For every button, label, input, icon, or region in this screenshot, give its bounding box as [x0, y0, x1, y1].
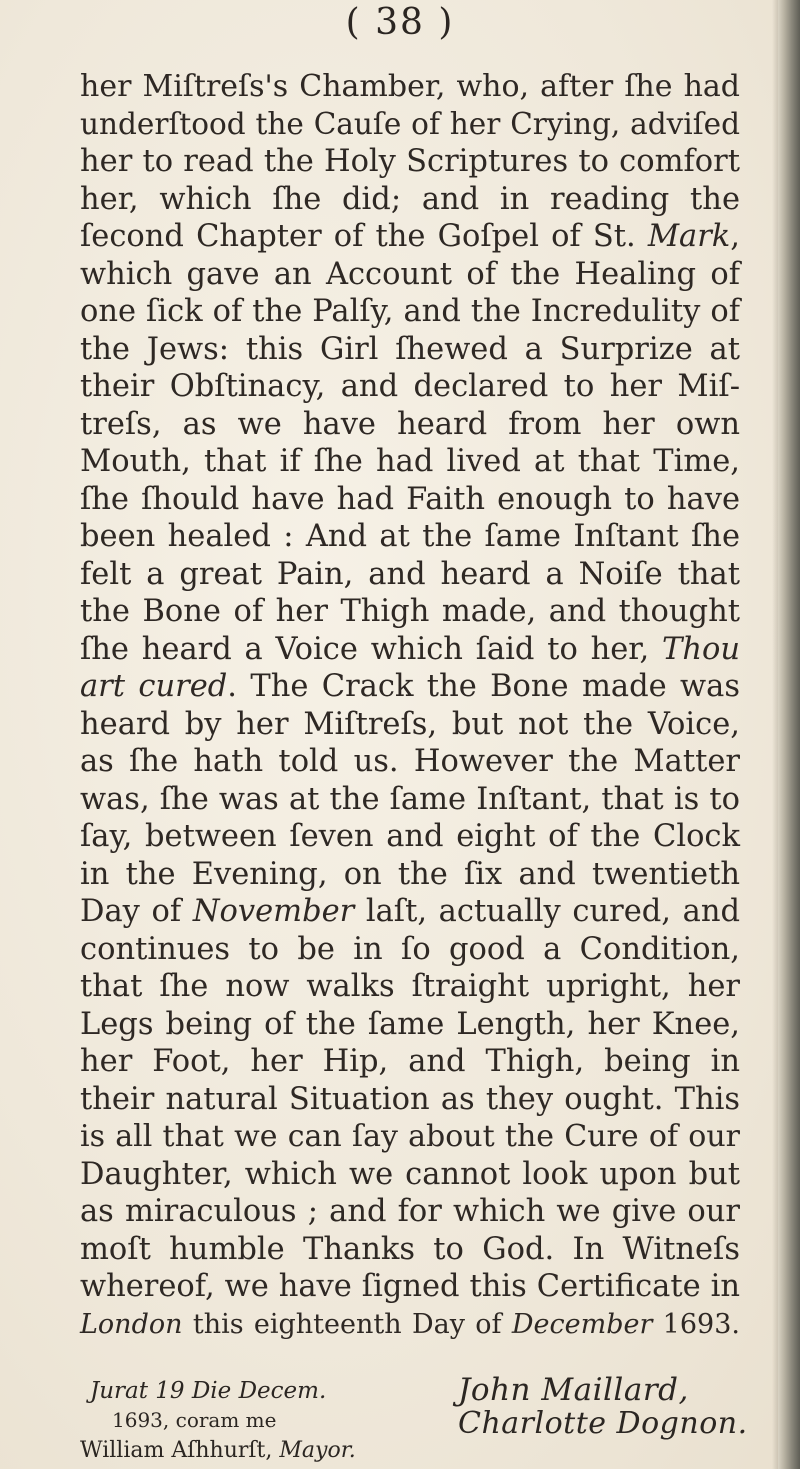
text-line: in the Evening, on the ſix and twentieth — [80, 856, 740, 892]
text-line: the Jews: this Girl ſhewed a Surprize at — [80, 331, 740, 367]
text-line: underſtood the Cauſe of her Crying, adviſed — [80, 106, 740, 141]
text-line: the Bone of her Thigh made, and thought — [80, 594, 740, 629]
text-line: was, ſhe was at the ſame Inſtant, that is to — [80, 781, 740, 817]
jurat-line: Jurat 19 Die Decem. — [90, 1378, 327, 1404]
text-line: ſecond Chapter of the Goſpel of St. Mark, — [80, 219, 740, 254]
text-line: Legs being of the ſame Length, her Knee, — [80, 1006, 740, 1042]
page-number: ( 38 ) — [345, 2, 455, 43]
mayor-name: William Aſhhurſt, — [80, 1438, 273, 1463]
text-line: felt a great Pain, and heard a Noiſe that — [80, 556, 740, 592]
text-line: Daughter, which we cannot look upon but — [80, 1156, 740, 1192]
text-line: Day of November laſt, actually cured, and — [80, 894, 740, 929]
signature-row-2 — [80, 1406, 748, 1441]
signature-row-3 — [80, 1438, 740, 1468]
coram-line: 1693, coram me — [112, 1408, 277, 1432]
signature-block — [80, 1372, 748, 1468]
text-line: one ſick of the Palſy, and the Incredulity of — [80, 294, 740, 329]
text-line: her to read the Holy Scriptures to comfort — [80, 144, 740, 179]
mayor-title: Mayor. — [279, 1438, 356, 1463]
text-line: Mouth, that if ſhe had lived at that Time, — [80, 444, 740, 479]
text-line: moſt humble Thanks to God. In Witneſs — [80, 1231, 740, 1267]
text-line: as ſhe hath told us. However the Matter — [80, 744, 740, 779]
text-line: is all that we can ſay about the Cure of our — [80, 1119, 740, 1154]
signature-charlotte-dognon: Charlotte Dognon. — [458, 1406, 748, 1441]
text-line: ſhe heard a Voice which ſaid to her, Thou — [80, 631, 740, 667]
text-line: whereof, we have ſigned this Certificate in — [80, 1269, 740, 1304]
page-binding-edge — [778, 0, 800, 1469]
text-line: their Obſtinacy, and declared to her Miſ- — [80, 369, 740, 404]
text-line: which gave an Account of the Healing of — [80, 256, 740, 292]
text-line: continues to be in ſo good a Condition, — [80, 931, 740, 967]
text-line: her Miſtreſs's Chamber, who, after ſhe had — [80, 69, 740, 104]
text-line: ſay, between ſeven and eight of the Clock — [80, 819, 740, 854]
body-text — [80, 68, 740, 1343]
text-line: London this eighteenth Day of December 1693. — [80, 1308, 740, 1340]
text-line: art cured. The Crack the Bone made was — [80, 669, 740, 704]
text-line: that ſhe now walks ſtraight upright, her — [80, 969, 740, 1004]
text-line: as miraculous ; and for which we give our — [80, 1194, 740, 1229]
text-line: their natural Situation as they ought. This — [80, 1081, 740, 1117]
text-line: ſhe ſhould have had Faith enough to have — [80, 481, 740, 517]
signature-row-1 — [80, 1372, 740, 1408]
text-line: her, which ſhe did; and in reading the — [80, 181, 740, 217]
text-line: her Foot, her Hip, and Thigh, being in — [80, 1044, 740, 1079]
text-line: heard by her Miſtreſs, but not the Voice, — [80, 706, 740, 742]
text-line: treſs, as we have heard from her own — [80, 406, 740, 442]
text-line: been healed : And at the ſame Inſtant ſhe — [80, 519, 740, 554]
mayor-line — [80, 1438, 356, 1463]
signature-john-maillard: John Maillard, — [458, 1372, 689, 1408]
